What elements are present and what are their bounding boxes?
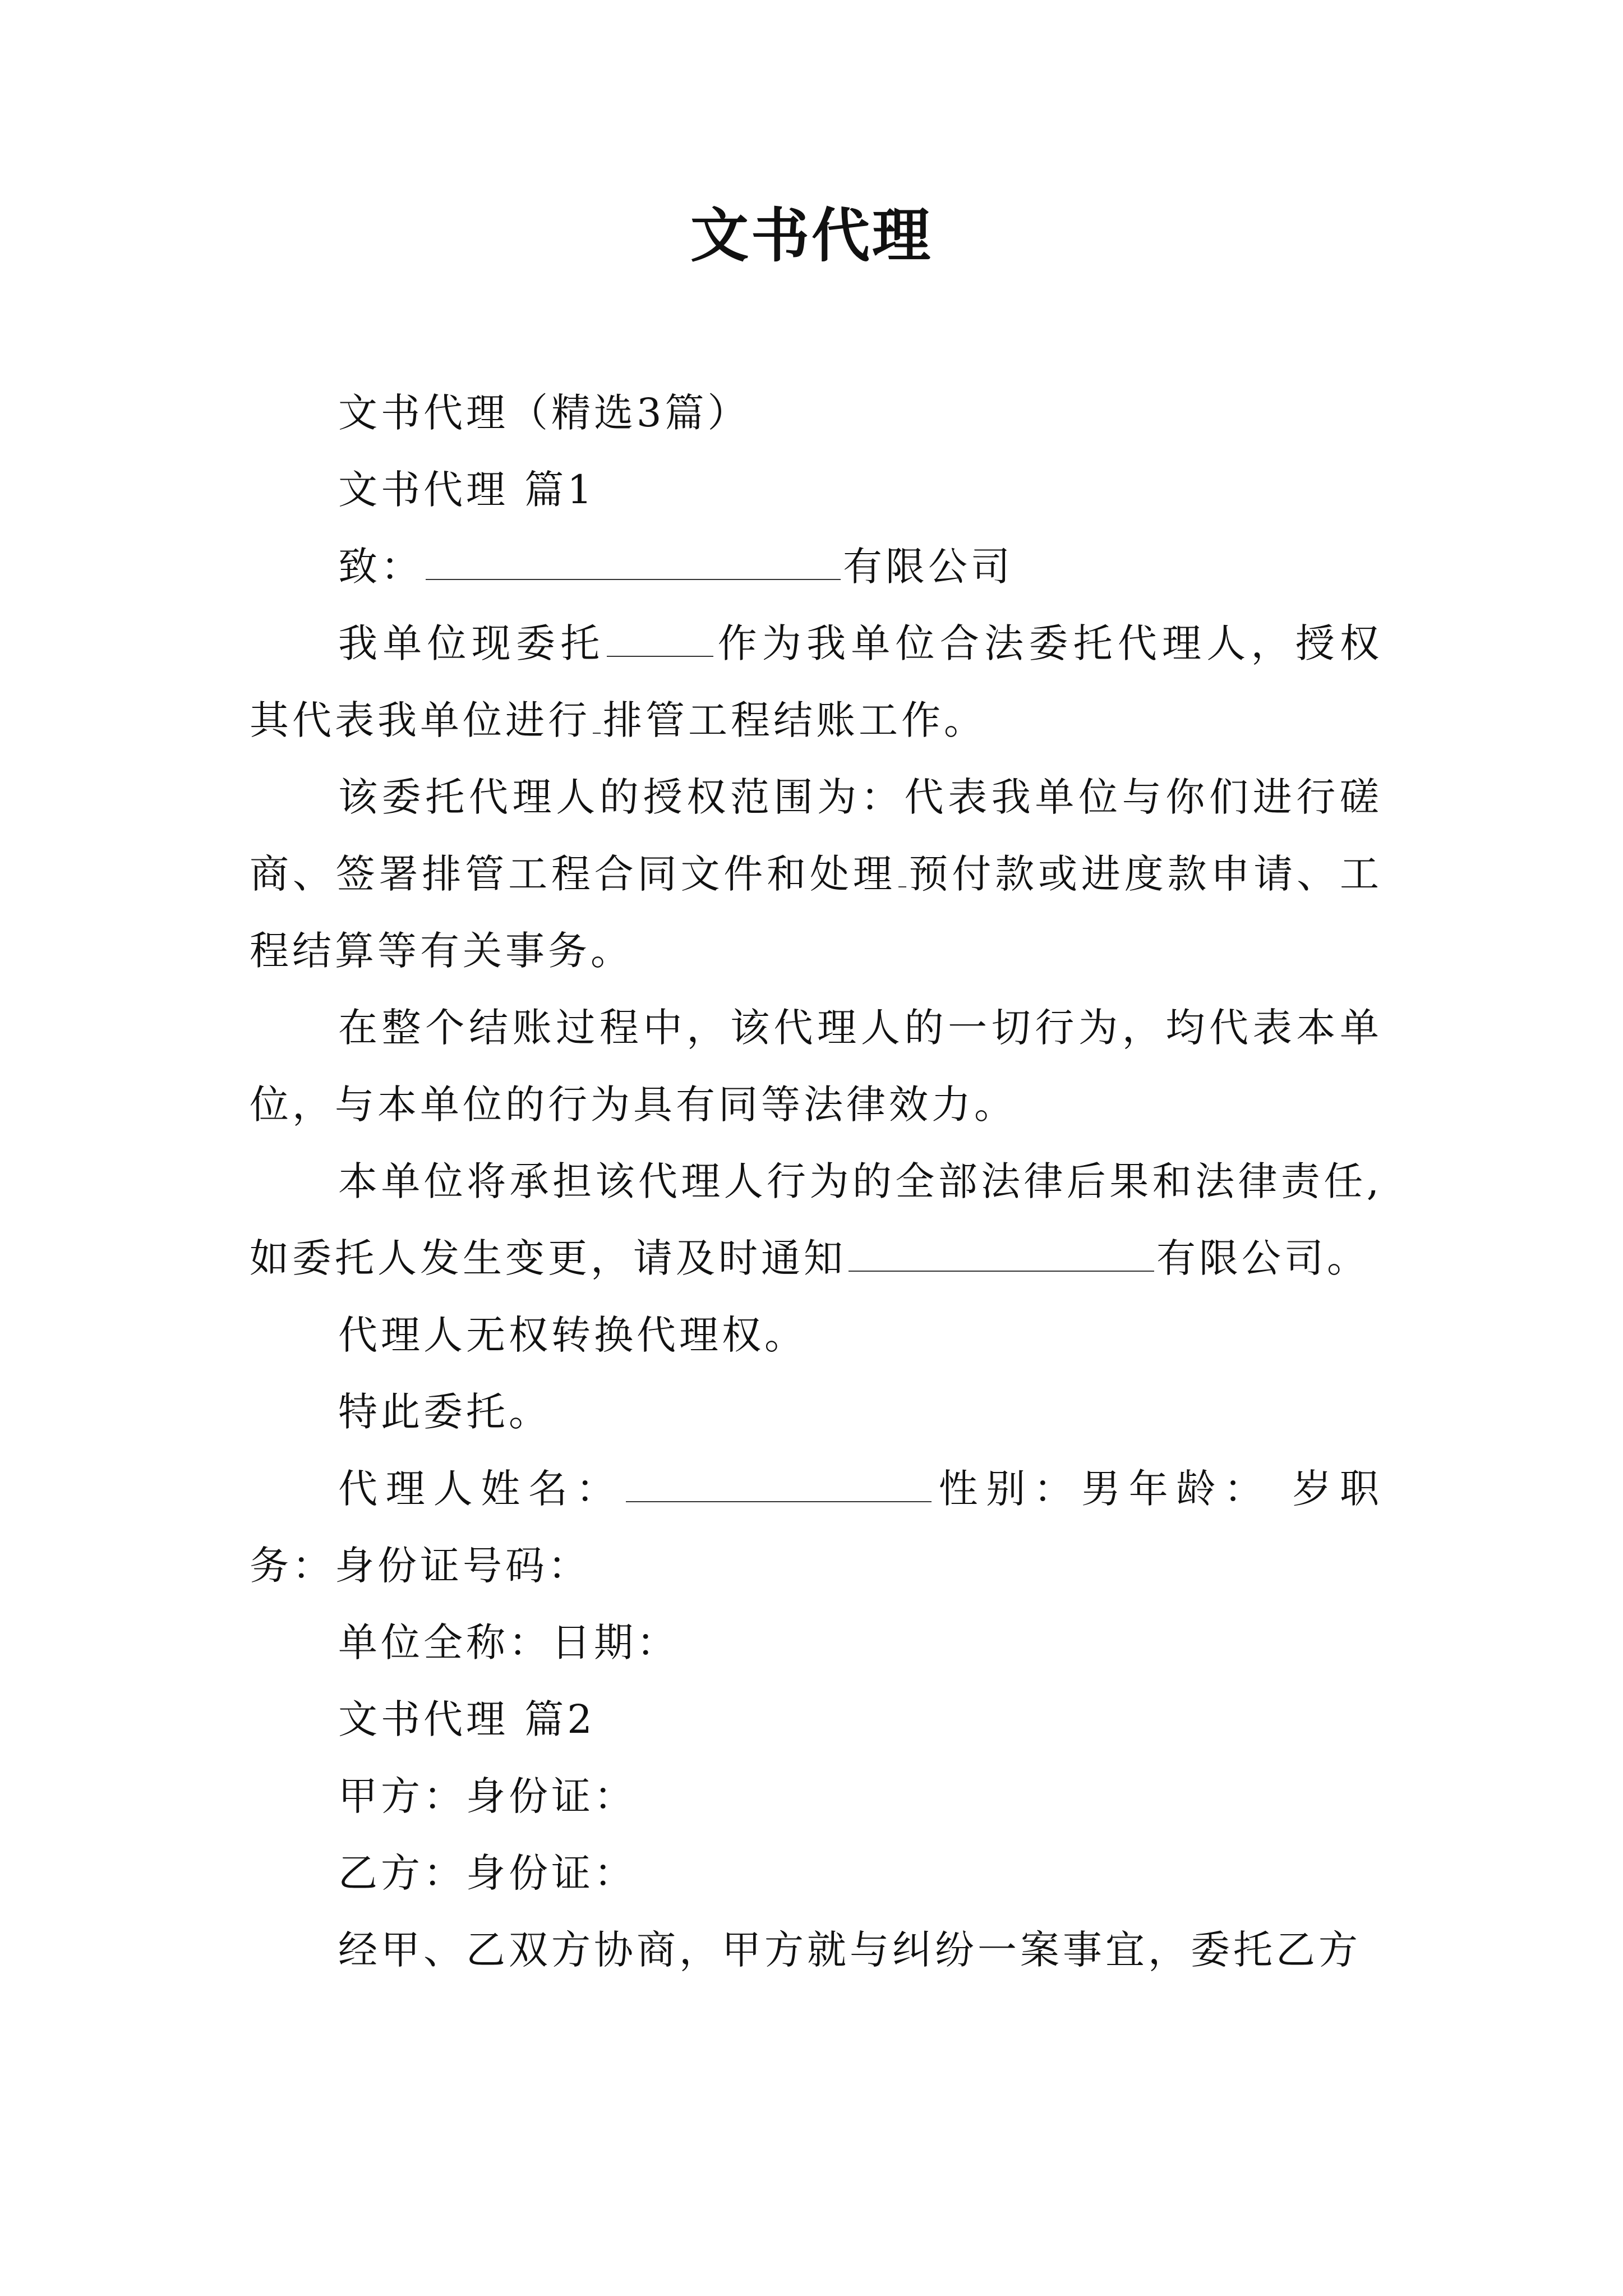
agent-name-blank — [607, 623, 713, 657]
paragraph-entrust-text-c: 排管工程结账工作。 — [603, 697, 986, 743]
agreement-paragraph: 经甲、乙双方协商，甲方就与纠纷一案事宜，委托乙方 — [338, 1927, 1361, 1973]
paragraph-scope-text-b: 预付款或进度款申请、工程结算等有关事务。 — [250, 851, 1383, 974]
intro-line: 文书代理（精选3篇） — [338, 390, 750, 436]
document-title: 文书代理 — [690, 201, 933, 270]
section-heading-2: 文书代理 篇2 — [338, 1696, 596, 1742]
agent-info-text-a: 代理人姓名： — [338, 1466, 624, 1512]
addressee-suffix: 有限公司 — [843, 544, 1013, 590]
paragraph-no-transfer: 代理人无权转换代理权。 — [338, 1312, 807, 1358]
party-a-line: 甲方：身份证： — [338, 1773, 637, 1819]
unit-date-line: 单位全称：日期： — [338, 1619, 679, 1665]
company-name-blank — [426, 546, 841, 580]
notify-company-blank — [849, 1238, 1154, 1272]
paragraph-entrust-text-b: 作为我单位合法委托代理人，授权其代表我单位进行 — [250, 620, 1383, 743]
addressee-line — [250, 528, 1382, 605]
section-heading-1: 文书代理 篇1 — [338, 467, 596, 513]
paragraph-effect: 在整个结账过程中，该代理人的一切行为，均代表本单位，与本单位的行为具有同等法律效力。 — [250, 1005, 1382, 1128]
paragraph-scope-text-a: 该委托代理人的授权范围为：代表我单位与你们进行磋商、签署排管工程合同文件和处理 — [250, 774, 1382, 897]
agent-info-text-b: 性别：男年龄： 岁职务：身份证号码： — [250, 1466, 1382, 1589]
agent-name-field-blank — [626, 1469, 932, 1502]
paragraph-liability — [250, 1143, 1382, 1297]
work-blank — [593, 700, 601, 734]
document-body — [250, 375, 1382, 1989]
party-b-line: 乙方：身份证： — [338, 1850, 637, 1896]
paragraph-liability-text-b: 有限公司。 — [1156, 1235, 1370, 1281]
scope-blank — [898, 854, 906, 887]
paragraph-entrust — [250, 605, 1382, 759]
paragraph-scope — [250, 759, 1382, 990]
paragraph-entrust-text-a: 我单位现委托 — [338, 620, 605, 666]
paragraph-hereby: 特此委托。 — [338, 1389, 551, 1435]
agent-info-line — [250, 1451, 1382, 1604]
addressee-prefix: 致： — [338, 544, 423, 590]
paragraph-liability-text-a: 本单位将承担该代理人行为的全部法律后果和法律责任,如委托人发生变更，请及时通知 — [250, 1158, 1382, 1281]
